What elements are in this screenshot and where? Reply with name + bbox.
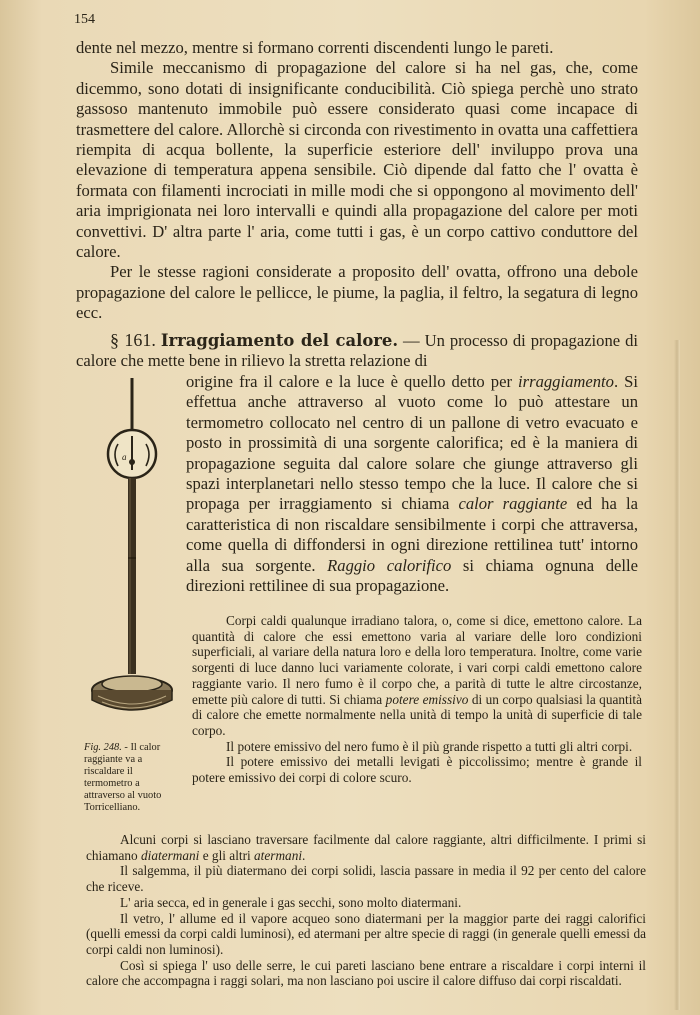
section-lead: — Un processo di propagazione di calore che mette bene in rilievo la stretta relazione di <box>76 331 639 371</box>
bottom-text <box>86 832 646 989</box>
small-paragraph-1b: di un corpo qualsiasi la quantità di calore che emette normalmente nella unità di tempo la unità di superficie di tale corpo. <box>192 691 643 738</box>
section-body <box>186 372 638 596</box>
small-paragraph-1a: Corpi caldi qualunque irradiano talora, o, come si dice, emettono calore. La quantità di calore che essi emettono varia al variare delle loro condizioni superficiali, al variare della natura loro e della loro temperatura. Inoltre, come varie sorgenti di luce danno luci variamente colorate, i vari corpi caldi emettono calore raggiante vario. Il nero fumo è il corpo che, a parità di tutte le altre circostanze, emette più calore di tutti. Si chiama <box>192 613 642 707</box>
intro-paragraph-2: Simile meccanismo di propagazione del calore si ha nel gas, che, come dicemmo, sono dotati di insignificante conducibilità. Ciò spiega perchè uno strato gassoso mantenuto immobile può essere considerato quasi come incapace di trasmettere del calore. Allorchè si circonda con rivestimento in ovatta una caffettiera riempita di acqua bollente, la superficie esteriore dell' inviluppo prova una elevazione di temperatura appena sensibile. Ciò dipende dal fatto che l' ovatta è formata con filamenti incrociati in mille modi che si oppongono al movimento dell' aria imprigionata nei loro intervalli e quindi alla propagazione del calore per moti convettivi. D' altra parte l' aria, come tutti i gas, è un corpo cattivo conduttore del calore. <box>76 58 638 262</box>
bottom-paragraph-5: Così si spiega l' uso delle serre, le cui pareti lasciano bene entrare a riscaldare i corpi interni il calore che accompagna i raggi solari, ma non lasciano poi uscire il calore diffuso dai corpi riscaldati. <box>86 957 646 989</box>
section-body-1: origine fra il calore e la luce è quello detto per <box>186 372 519 391</box>
page-number: 154 <box>74 12 95 27</box>
term-raggio-calorifico: Raggio calorifico <box>327 555 452 575</box>
section-body-2: . Si effettua anche attraverso al vuoto come lo può attestare un termometro collocato nel centro di un pallone di vetro evacuato e posto in prossimità di una sorgente calorifica; ed è la maniera di propagazione seguita dal calore solare che giunge attraverso gli spazi interplanetari nello stesso tempo che la luce. Il calore che si propaga per irraggiamento si chiama <box>186 372 638 514</box>
figure-caption-text: - Il calor raggiante va a riscaldare il termometro a attraverso al vuoto Torricelliano. <box>84 742 162 813</box>
bottom-paragraph-3: L' aria secca, ed in generale i gas secchi, sono molto diatermani. <box>120 894 462 910</box>
bottom-paragraph-2: Il salgemma, il più diatermano dei corpi solidi, lascia passare in media il 92 per cento del calore che riceve. <box>86 863 646 895</box>
term-potere-emissivo: potere emissivo <box>385 691 469 707</box>
figure-caption <box>84 742 178 814</box>
term-atermani: atermani <box>254 847 303 863</box>
term-diatermani: diatermani <box>141 847 200 863</box>
section-body-3: ed ha la caratteristica di non riscaldare sensibilmente i corpi che attraversa, come quella di diffondersi in ogni direzione rettilinea tutt' intorno alla sua sorgente. <box>186 494 638 575</box>
page-crease <box>674 340 680 1010</box>
term-calor-raggiante: calor raggiante <box>458 494 568 514</box>
intro-paragraph-3: Per le stesse ragioni considerate a proposito dell' ovatta, offrono una debole propagazione del calore le pellicce, le piume, la paglia, il feltro, la segatura di legno ecc. <box>76 262 638 323</box>
section-heading-block <box>76 330 638 372</box>
bottom-paragraph-4: Il vetro, l' allume ed il vapore acqueo sono diatermani per la maggior parte dei raggi calorifici (quelli emessi da corpi caldi luminosi), ed atermani per altre specie di raggi (in generale quelli emessi da corpi caldi non luminosi). <box>86 910 646 957</box>
intro-text <box>76 38 638 324</box>
small-paragraph-3: Il potere emissivo dei metalli levigati è piccolissimo; mentre è grande il potere emissivo dei corpi di colore scuro. <box>192 754 642 786</box>
small-print-block <box>192 613 642 786</box>
section-title: Irraggiamento del calore. <box>160 331 399 350</box>
figure-letter-a: a <box>122 452 127 462</box>
thermometer-illustration <box>88 378 184 738</box>
bottom-paragraph-1c: . <box>302 847 306 863</box>
bottom-paragraph-1a: Alcuni corpi si lasciano traversare facilmente dal calore raggiante, altri difficilmente. I primi si chiamano <box>86 832 646 863</box>
section-number: § 161. <box>110 330 156 350</box>
bottom-paragraph-1b: e gli altri <box>199 847 255 863</box>
intro-paragraph-1: dente nel mezzo, mentre si formano correnti discendenti lungo le pareti. <box>76 38 554 57</box>
section-body-4: si chiama ognuna delle direzioni rettilinee di sua propagazione. <box>186 555 638 596</box>
small-paragraph-2: Il potere emissivo del nero fumo è il più grande rispetto a tutti gli altri corpi. <box>226 738 633 754</box>
thermometer-figure <box>88 378 184 743</box>
figure-caption-label: Fig. 248. <box>84 742 122 753</box>
term-irraggiamento: irraggiamento <box>518 372 614 391</box>
